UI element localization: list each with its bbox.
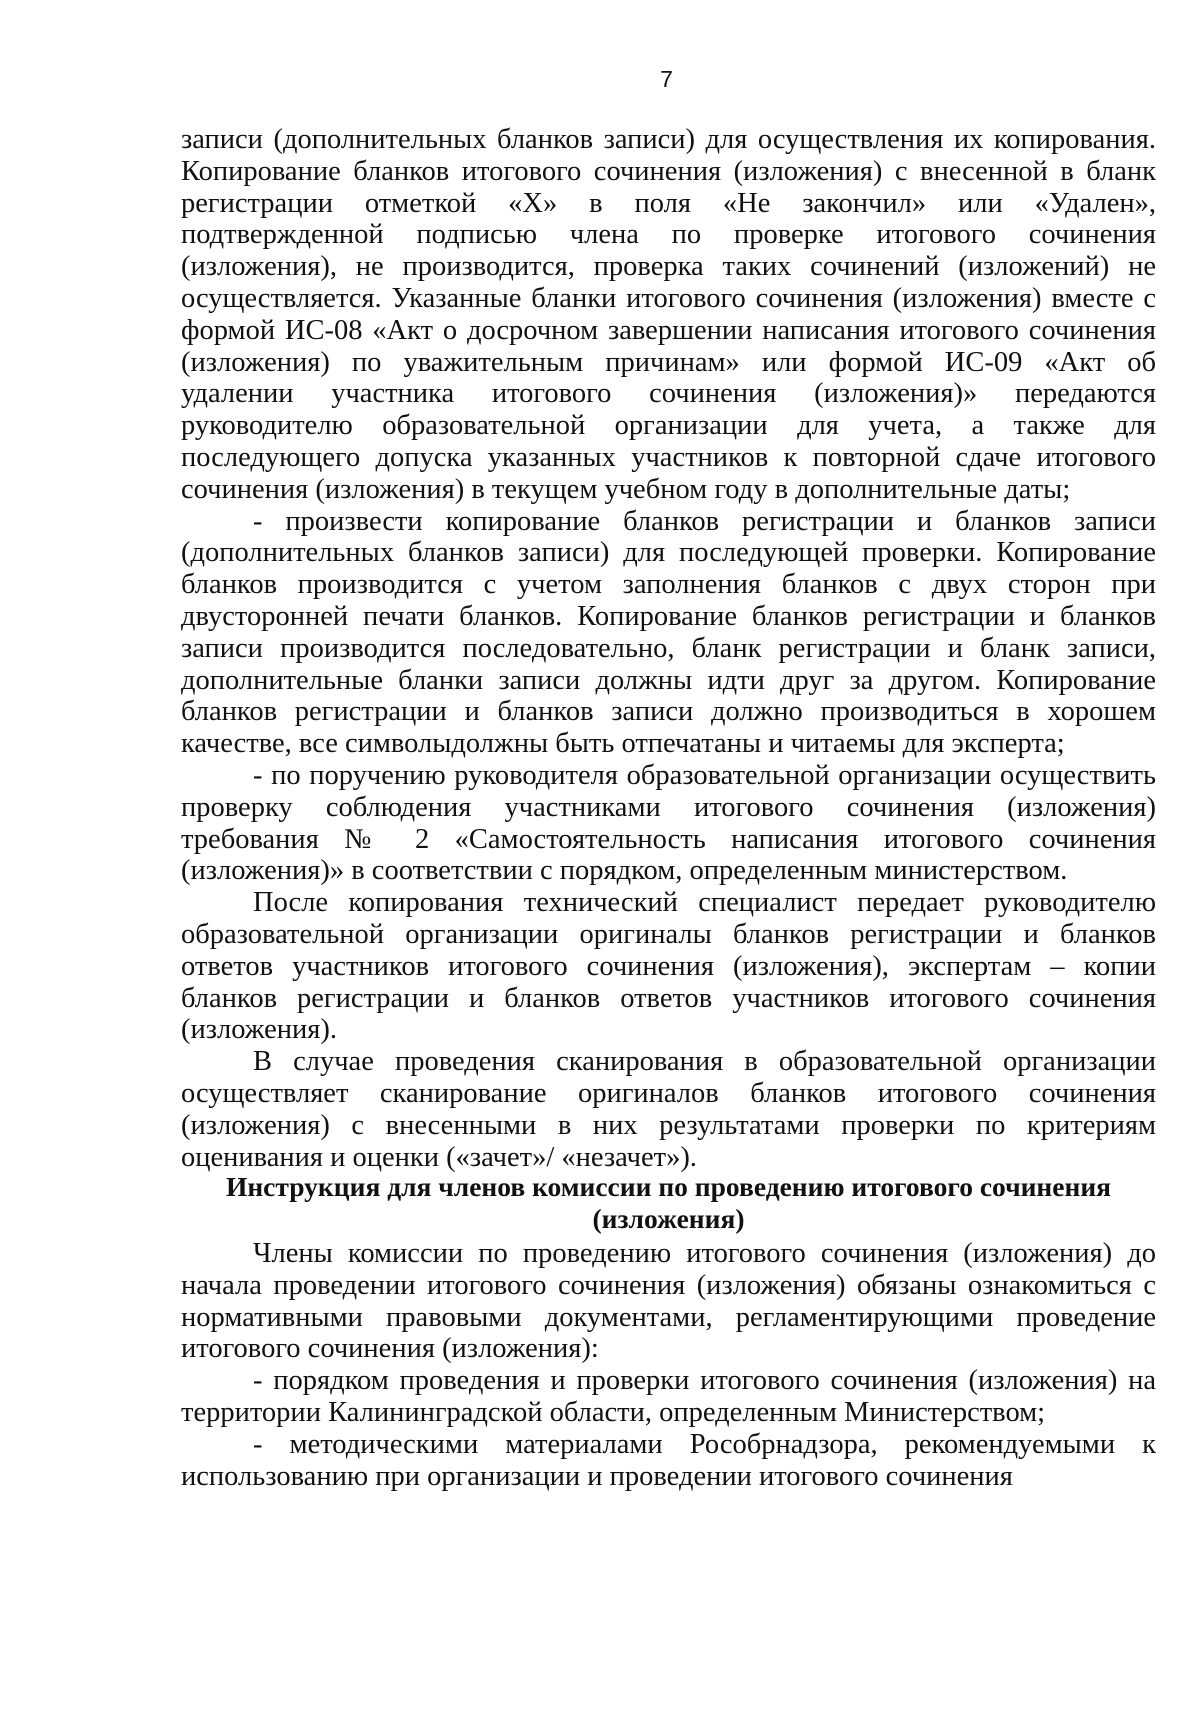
page-number: 7: [660, 66, 673, 92]
section-heading: [181, 1171, 1156, 1235]
paragraph-methodical-materials: - методическими материалами Рособрнадзора, рекомендуемыми к использованию при организации и проведении итогового сочинения: [181, 1428, 1156, 1492]
paragraph-after-copying: После копирования технический специалист передает руководителю образовательной организации оригиналы бланков регистрации и бланков ответов участников итогового сочинения (изложения), экспертам – копии бланков регистрации и бланков ответов участников итогового сочинения (изложения).: [181, 887, 1156, 1046]
paragraph-procedure: - порядком проведения и проверки итогового сочинения (изложения) на территории Калининградской области, определенным Министерством;: [181, 1365, 1156, 1428]
paragraph-scanning: В случае проведения сканирования в образовательной организации осуществляет сканирование оригиналов бланков итогового сочинения (изложения) с внесенными в них результатами проверки по критериям оценивания и оценки («зачет»/ «незачет»).: [181, 1046, 1156, 1173]
paragraph-commission-members: Члены комиссии по проведению итогового сочинения (изложения) до начала проведении итогового сочинения (изложения) обязаны ознакомиться с нормативными правовыми документами, регламентирующими проведение итогового сочинения (изложения):: [181, 1238, 1156, 1365]
paragraph-copying-forms: - произвести копирование бланков регистрации и бланков записи (дополнительных бланков записи) для последующей проверки. Копирование бланков производится с учетом заполнения бланков с двух сторон при двусторонней печати бланков. Копирование бланков регистрации и бланков записи производится последовательно, бланк регистрации и бланк записи, дополнительные бланки записи должны идти друг за другом. Копирование бланков регистрации и бланков записи должно производиться в хорошем качестве, все символыдолжны быть отпечатаны и читаемы для эксперта;: [181, 505, 1156, 760]
paragraph-continuation: записи (дополнительных бланков записи) для осуществления их копирования. Копирование бланков итогового сочинения (изложения) с внесенной в бланк регистрации отметкой «Х» в поля «Не закончил» или «Удален», подтвержденной подписью члена по проверке итогового сочинения (изложения), не производится, проверка таких сочинений (изложений) не осуществляется. Указанные бланки итогового сочинения (изложения) вместе с формой ИС-08 «Акт о досрочном завершении написания итогового сочинения (изложения) по уважительным причинам» или формой ИС-09 «Акт об удалении участника итогового сочинения (изложения)» передаются руководителю образовательной организации для учета, а также для последующего допуска указанных участников к повторной сдаче итогового сочинения (изложения) в текущем учебном году в дополнительные даты;: [181, 124, 1156, 505]
section-heading-line-1: Инструкция для членов комиссии по проведению итогового сочинения: [225, 1171, 1112, 1202]
body-text-bottom: [181, 1238, 1156, 1492]
section-heading-line-2: (изложения): [592, 1203, 745, 1234]
paragraph-requirement-check: - по поручению руководителя образовательной организации осуществить проверку соблюдения участниками итогового сочинения (изложения) требования № 2 «Самостоятельность написания итогового сочинения (изложения)» в соответствии с порядком, определенным министерством.: [181, 759, 1156, 887]
body-text-top: [181, 124, 1156, 1173]
